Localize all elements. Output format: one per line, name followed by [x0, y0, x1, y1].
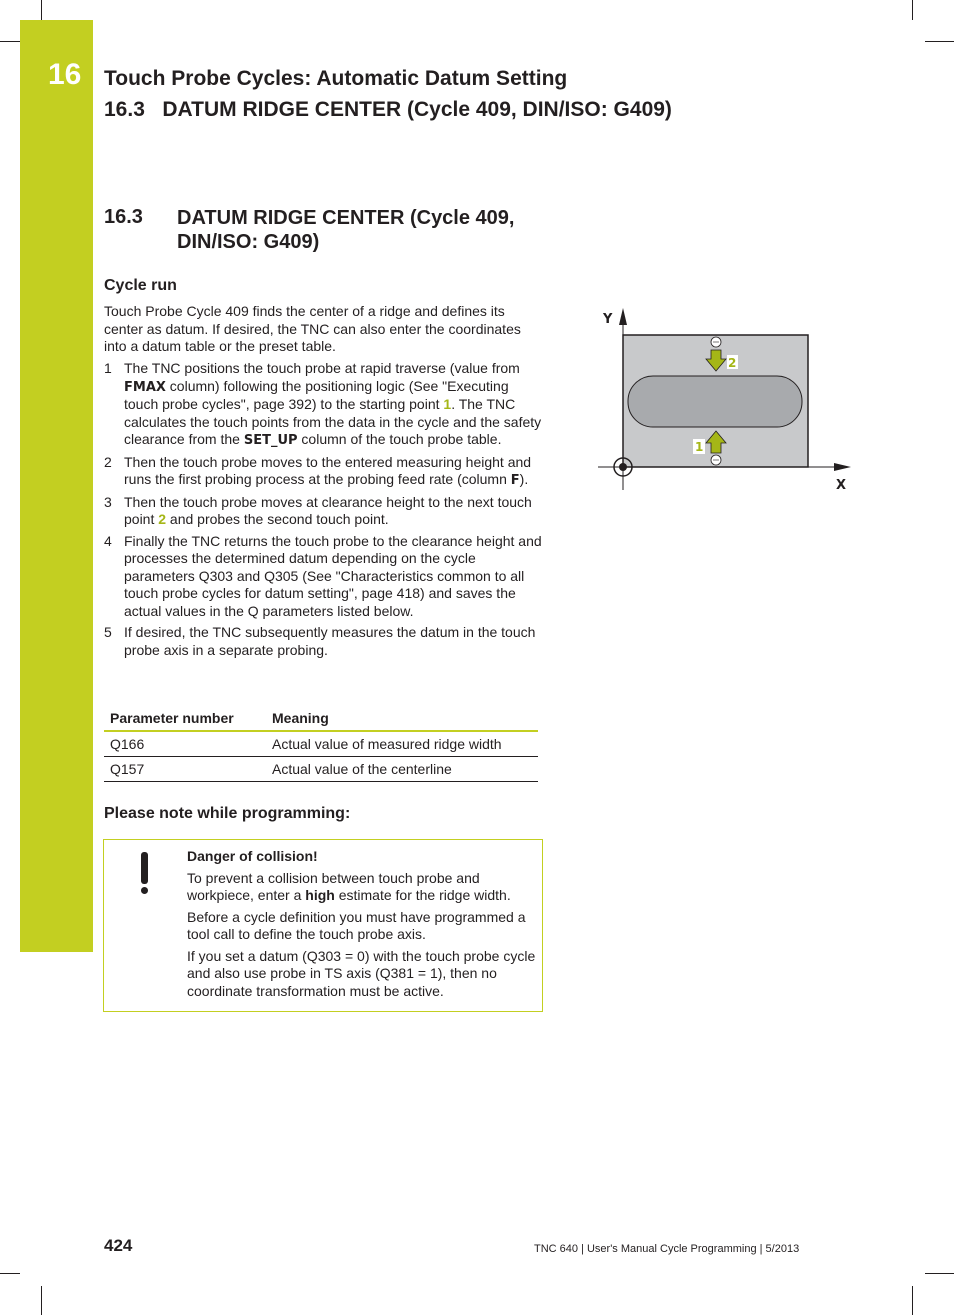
- list-item: 3 Then the touch probe moves at clearance height to the next touch point 2 and probes the second touch point.: [104, 493, 532, 527]
- table-cell: Q157: [104, 757, 266, 782]
- list-item: 1 The TNC positions the touch probe at rapid traverse (value from FMAX column) following the positioning logic (See "Executing touch probe cycles", page 392) to the starting point 1. The TNC calculates the touch points from the data in the cycle and the safety clearance from the SET_UP column of the touch probe table.: [104, 360, 542, 448]
- list-item: 5 If desired, the TNC subsequently measures the datum in the touch probe axis in a separate probing.: [104, 624, 536, 658]
- crop-mark: [41, 0, 42, 20]
- crop-mark: [925, 41, 954, 42]
- list-item: 2 Then the touch probe moves to the entered measuring height and runs the first probing process at the probing feed rate (column F).: [104, 453, 532, 488]
- table-cell: Actual value of measured ridge width: [266, 731, 538, 757]
- list-item: 4 Finally the TNC returns the touch probe to the clearance height and processes the determined datum depending on the cycle parameters Q303 and Q305 (See "Characteristics common to all touch probe cycles for datum setting", page 418) and saves the actual values in the Q parameters listed below.: [104, 532, 542, 619]
- warning-exclamation-icon: [141, 852, 148, 884]
- warning-paragraph: To prevent a collision between touch probe and workpiece, enter a high estimate for the ridge width.: [187, 869, 511, 903]
- ridge-center-diagram: [590, 305, 860, 495]
- ridge: [628, 376, 802, 427]
- table-row: [104, 731, 538, 757]
- chapter-number: 16: [48, 58, 82, 91]
- touch-point-2-label: 2: [728, 356, 737, 370]
- cycle-run-intro: Touch Probe Cycle 409 finds the center of a ridge and defines its center as datum. If desired, the TNC can also enter the coordinates into a datum table or the preset table.: [104, 303, 521, 354]
- section-running-title: 16.3 DATUM RIDGE CENTER (Cycle 409, DIN/ISO: G409): [104, 98, 672, 121]
- x-axis-arrow-icon: [834, 463, 851, 471]
- note-heading: Please note while programming:: [104, 805, 351, 822]
- x-axis-label: X: [836, 478, 847, 493]
- warning-paragraph: Before a cycle definition you must have programmed a tool call to define the touch probe axis.: [187, 908, 526, 942]
- column-header: Parameter number: [104, 705, 266, 731]
- footer-text: TNC 640 | User's Manual Cycle Programming | 5/2013: [534, 1243, 800, 1255]
- crop-mark: [925, 1273, 954, 1274]
- warning-box: [103, 839, 543, 1012]
- section-number: 16.3: [104, 206, 143, 228]
- cycle-run-heading: Cycle run: [104, 277, 177, 294]
- crop-mark: [0, 41, 20, 42]
- crop-mark: [912, 0, 913, 20]
- warning-title: Danger of collision!: [187, 848, 318, 864]
- y-axis-label: Y: [603, 312, 613, 327]
- crop-mark: [912, 1286, 913, 1315]
- warning-exclamation-dot-icon: [141, 887, 148, 894]
- chapter-sidebar: [20, 20, 93, 952]
- column-header: Meaning: [266, 705, 538, 731]
- table-cell: Actual value of the centerline: [266, 757, 538, 782]
- warning-text: [187, 848, 539, 1004]
- table-row: [104, 757, 538, 782]
- chapter-title: Touch Probe Cycles: Automatic Datum Setting: [104, 67, 568, 90]
- datum-symbol-center-icon: [619, 463, 627, 471]
- cycle-steps-list: [104, 360, 544, 663]
- warning-paragraph: If you set a datum (Q303 = 0) with the touch probe cycle and also use probe in TS axis (Q381 = 1), then no coordinate transformation must be active.: [187, 947, 536, 999]
- page-number: 424: [104, 1236, 133, 1255]
- section-title: DATUM RIDGE CENTER (Cycle 409, DIN/ISO: G409): [177, 207, 515, 253]
- parameter-table: [104, 705, 538, 782]
- table-cell: Q166: [104, 731, 266, 757]
- touch-point-1-label: 1: [695, 440, 704, 454]
- table-header-row: [104, 705, 538, 731]
- crop-mark: [41, 1286, 42, 1315]
- y-axis-arrow-icon: [619, 308, 627, 325]
- crop-mark: [0, 1273, 20, 1274]
